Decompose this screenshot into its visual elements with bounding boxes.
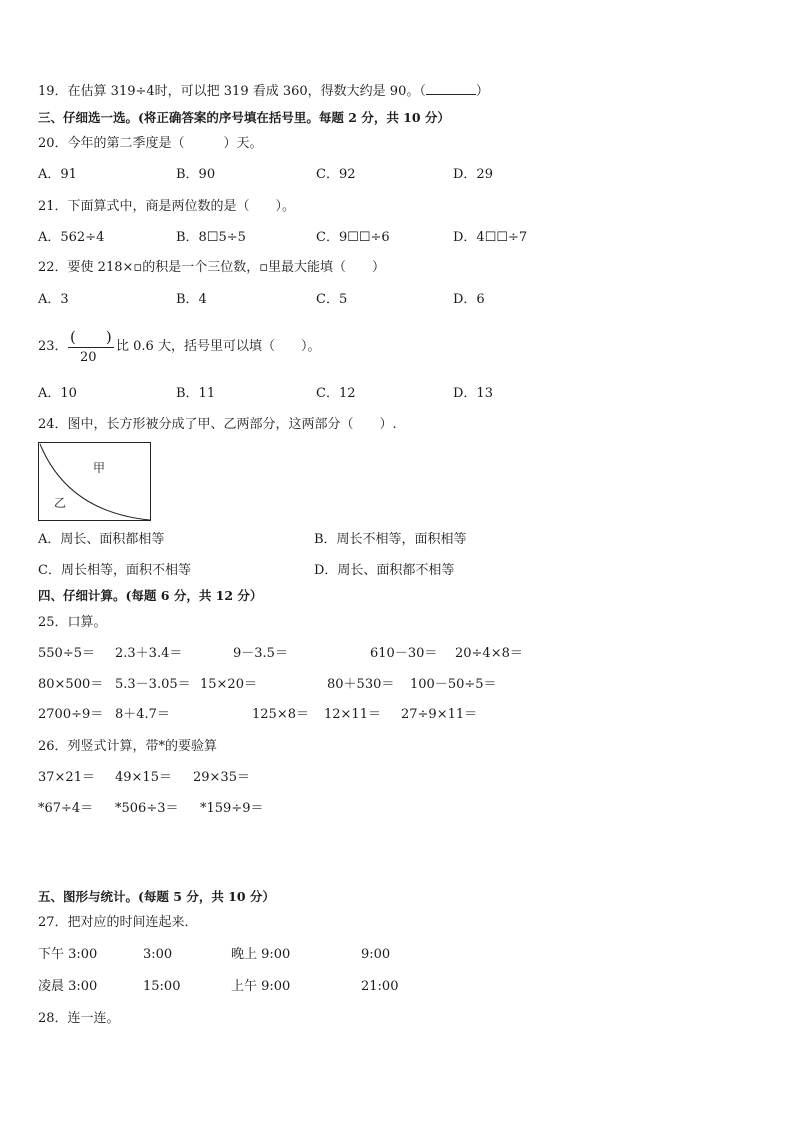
q21-option-b[interactable]: B．8☐5÷5 xyxy=(176,230,246,245)
q20-option-c[interactable]: C．92 xyxy=(316,167,356,182)
mental-math-item: 20÷4×8＝ xyxy=(455,646,523,661)
q20-option-a[interactable]: A．91 xyxy=(38,167,77,182)
time-item[interactable]: 9:00 xyxy=(361,947,391,962)
section-5-title: 五、图形与统计。(每题 5 分，共 10 分） xyxy=(38,889,275,904)
question-28-text: 28．连一连。 xyxy=(38,1011,120,1026)
answer-blank[interactable] xyxy=(426,82,476,95)
vertical-calc-item: 49×15＝ xyxy=(115,770,172,785)
question-27-text: 27．把对应的时间连起来． xyxy=(38,915,198,930)
q24-option-d[interactable]: D．周长、面积都不相等 xyxy=(314,563,455,578)
q20-option-b[interactable]: B．90 xyxy=(176,167,216,182)
mental-math-item: 12×11＝ xyxy=(324,707,381,722)
mental-math-item: 2.3＋3.4＝ xyxy=(115,646,183,661)
figure-label-yi: 乙 xyxy=(54,496,67,510)
q23-option-b[interactable]: B．11 xyxy=(176,386,216,401)
vertical-calc-item: 29×35＝ xyxy=(193,770,250,785)
time-item[interactable]: 凌晨 3:00 xyxy=(38,979,98,994)
fraction xyxy=(66,326,116,366)
q20-option-d[interactable]: D．29 xyxy=(453,167,493,182)
mental-math-item: 550÷5＝ xyxy=(38,646,95,661)
question-22-text: 22．要使 218×▫的积是一个三位数，▫里最大能填（ ） xyxy=(38,260,386,275)
mental-math-item: 2700÷9＝ xyxy=(38,707,104,722)
q23-option-d[interactable]: D．13 xyxy=(453,386,493,401)
mental-math-item: 8＋4.7＝ xyxy=(115,707,170,722)
time-item[interactable]: 21:00 xyxy=(361,979,399,994)
question-25-text: 25．口算。 xyxy=(38,615,107,630)
question-19 xyxy=(38,82,489,100)
mental-math-item: 80×500＝ xyxy=(38,677,104,692)
fraction-denominator: 20 xyxy=(80,350,97,365)
fraction-numerator[interactable]: ( ) xyxy=(70,328,112,346)
figure-label-jia: 甲 xyxy=(93,461,106,475)
mental-math-item: 125×8＝ xyxy=(252,707,309,722)
rectangle-figure xyxy=(38,442,152,522)
mental-math-item: 80＋530＝ xyxy=(327,677,395,692)
mental-math-item: 15×20＝ xyxy=(200,677,257,692)
question-19-close: ） xyxy=(475,84,489,99)
q21-option-d[interactable]: D．4☐☐÷7 xyxy=(453,230,528,245)
question-24-text: 24．图中，长方形被分成了甲、乙两部分，这两部分（ ）. xyxy=(38,417,397,432)
question-21-text: 21．下面算式中，商是两位数的是（ ）。 xyxy=(38,199,296,214)
mental-math-item: 610－30＝ xyxy=(370,646,438,661)
time-item[interactable]: 3:00 xyxy=(143,947,173,962)
vertical-calc-item: *159÷9＝ xyxy=(200,801,264,816)
q23-option-a[interactable]: A．10 xyxy=(38,386,77,401)
question-20-text: 20．今年的第二季度是（ ）天。 xyxy=(38,136,263,151)
question-23-text: 比 0.6 大，括号里可以填（ ）。 xyxy=(116,339,321,354)
mental-math-item: 27÷9×11＝ xyxy=(401,707,478,722)
time-item[interactable]: 15:00 xyxy=(143,979,181,994)
vertical-calc-item: *506÷3＝ xyxy=(115,801,179,816)
time-item[interactable]: 晚上 9:00 xyxy=(231,947,291,962)
vertical-calc-item: 37×21＝ xyxy=(38,770,95,785)
question-23-prefix: 23． xyxy=(38,339,68,354)
q24-option-c[interactable]: C．周长相等，面积不相等 xyxy=(38,563,191,578)
q22-option-a[interactable]: A．3 xyxy=(38,292,69,307)
vertical-calc-item: *67÷4＝ xyxy=(38,801,94,816)
q22-option-d[interactable]: D．6 xyxy=(453,292,485,307)
question-26-text: 26．列竖式计算，带*的要验算 xyxy=(38,739,218,754)
mental-math-item: 9－3.5＝ xyxy=(233,646,288,661)
time-item[interactable]: 下午 3:00 xyxy=(38,947,98,962)
question-19-text: 19．在估算 319÷4时，可以把 319 看成 360，得数大约是 90。（ xyxy=(38,84,426,99)
q24-option-a[interactable]: A．周长、面积都相等 xyxy=(38,532,165,547)
q23-option-c[interactable]: C．12 xyxy=(316,386,356,401)
fraction-bar xyxy=(68,347,114,348)
q21-option-c[interactable]: C．9☐☐÷6 xyxy=(316,230,390,245)
q22-option-c[interactable]: C．5 xyxy=(316,292,348,307)
mental-math-item: 100－50÷5＝ xyxy=(410,677,497,692)
section-3-title: 三、仔细选一选。(将正确答案的序号填在括号里。每题 2 分，共 10 分） xyxy=(38,110,450,125)
q22-option-b[interactable]: B．4 xyxy=(176,292,207,307)
q24-option-b[interactable]: B．周长不相等，面积相等 xyxy=(314,532,467,547)
time-item[interactable]: 上午 9:00 xyxy=(231,979,291,994)
section-4-title: 四、仔细计算。(每题 6 分，共 12 分） xyxy=(38,588,263,603)
mental-math-item: 5.3－3.05＝ xyxy=(115,677,191,692)
q21-option-a[interactable]: A．562÷4 xyxy=(38,230,105,245)
